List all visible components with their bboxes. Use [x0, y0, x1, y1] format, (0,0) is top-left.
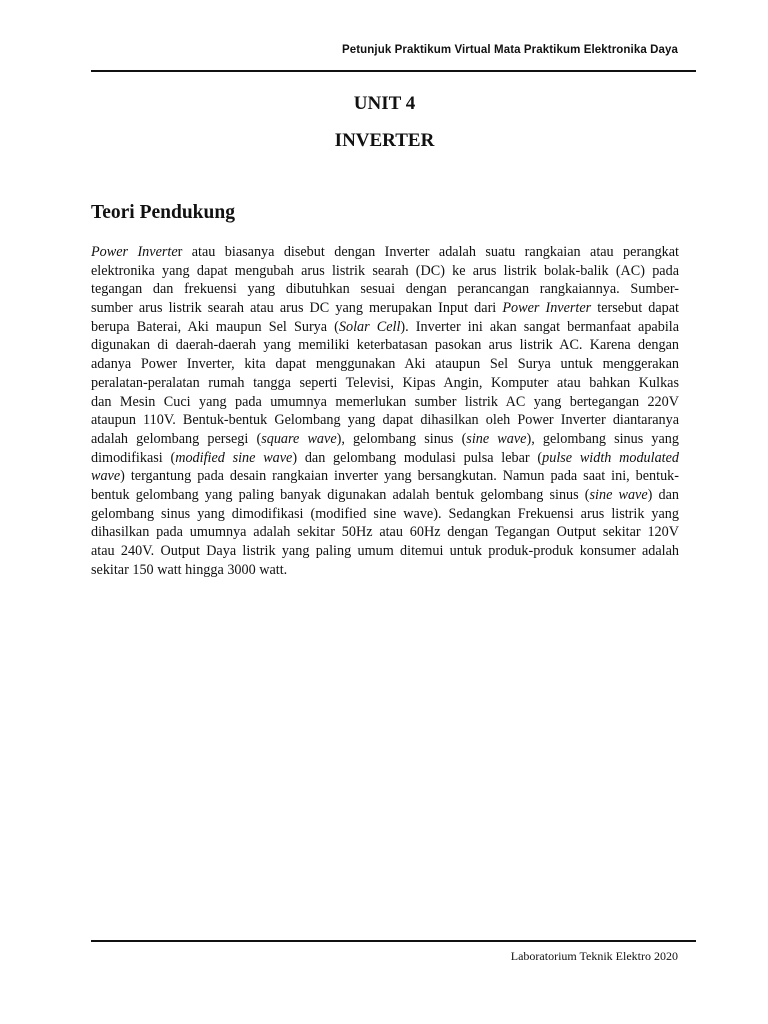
paragraph-line: [91, 486, 679, 505]
text-run: ) tergantung pada desain rangkaian inverter yang bersangkutan. Namun pada saat ini, bentuk-: [120, 468, 679, 485]
body-paragraph: [91, 243, 679, 579]
text-run: ) dan: [647, 486, 679, 503]
footer-divider: [91, 940, 696, 942]
paragraph-line: [91, 505, 679, 524]
chapter-title: INVERTER: [334, 130, 435, 151]
text-run: dimodifikasi (: [91, 449, 176, 466]
text-run: adalah gelombang persegi (: [91, 430, 262, 447]
text-run: gelombang sinus yang dimodifikasi (modified sine wave). Sedangkan Frekuensi arus listrik yang: [91, 505, 679, 522]
text-run: ), gelombang sinus yang: [526, 430, 679, 447]
paragraph-line: [91, 318, 679, 337]
text-run: peralatan-peralatan rumah tangga seperti Televisi, Kipas Angin, Komputer atau bahkan Kulkas: [91, 374, 679, 391]
text-run: berupa Baterai, Aki maupun Sel Surya (: [91, 318, 339, 335]
text-run: dihasilkan pada umumnya adalah sekitar 50Hz atau 60Hz dengan Tegangan Output sekitar 120V: [91, 524, 679, 541]
paragraph-line: [91, 467, 679, 486]
text-run: r atau biasanya disebut dengan Inverter adalah suatu rangkaian atau perangkat: [177, 244, 679, 260]
running-footer: Laboratorium Teknik Elektro 2020: [510, 949, 678, 963]
italic-term: square wave: [261, 430, 337, 447]
text-run: sumber arus listrik searah atau arus DC yang merupakan Input dari: [91, 300, 503, 317]
text-run: ). Inverter ini akan sangat bermanfaat apabila: [400, 318, 680, 335]
text-run: dan Mesin Cuci yang pada umumnya memerlukan sumber listrik AC yang bertegangan 220V: [91, 393, 679, 410]
paragraph-line: [91, 430, 679, 449]
text-run: adanya Power Inverter, kita dapat menggunakan Aki ataupun Sel Surya untuk menggerakan: [91, 356, 679, 373]
text-run: ) dan gelombang modulasi pulsa lebar (: [292, 449, 543, 466]
italic-term: modified sine wave: [175, 449, 293, 466]
text-run: ataupun 110V. Bentuk-bentuk Gelombang yang dapat dihasilkan oleh Power Inverter diantaranya: [91, 412, 679, 429]
italic-term: pulse width modulated: [542, 449, 680, 466]
paragraph-line: [91, 542, 679, 561]
text-run: elektronika yang dapat mengubah arus listrik searah (DC) ke arus listrik bolak-balik (AC) pada: [91, 262, 679, 279]
text-run: tegangan dan frekuensi yang dibutuhkan sesuai dengan perancangan rangkaiannya. Sumber-: [91, 281, 679, 298]
italic-term: Power Inverte: [91, 244, 178, 260]
italic-term: Solar Cell: [338, 318, 401, 335]
italic-term: sine wave: [466, 430, 527, 447]
paragraph-line: [91, 299, 679, 318]
paragraph-line: [91, 280, 679, 299]
text-run: ), gelombang sinus (: [336, 430, 467, 447]
text-run: sekitar 150 watt hingga 3000 watt.: [91, 561, 288, 578]
italic-term: sine wave: [589, 486, 648, 503]
text-run: tersebut dapat: [591, 300, 679, 317]
paragraph-line: [91, 411, 679, 430]
paragraph-line: [91, 243, 679, 262]
text-run: atau 240V. Output Daya listrik yang paling umum ditemui untuk produk-produk konsumer adalah: [91, 543, 679, 559]
paragraph-line: [91, 336, 679, 355]
paragraph-line: [91, 523, 679, 542]
italic-term: Power Inverter: [502, 300, 592, 317]
paragraph-line: [91, 561, 679, 580]
running-header: Petunjuk Praktikum Virtual Mata Praktikum Elektronika Daya: [341, 44, 678, 56]
paragraph-line: [91, 262, 679, 281]
header-divider: [91, 70, 696, 72]
paragraph-line: [91, 355, 679, 374]
unit-number: UNIT 4: [353, 93, 416, 114]
paragraph-line: [91, 449, 679, 468]
section-heading: Teori Pendukung: [91, 202, 235, 223]
text-run: bentuk gelombang yang paling banyak digunakan adalah bentuk gelombang sinus (: [91, 486, 590, 503]
italic-term: wave: [91, 468, 121, 485]
paragraph-line: [91, 393, 679, 412]
paragraph-line: [91, 374, 679, 393]
text-run: digunakan di daerah-daerah yang memiliki keterbatasan pasokan arus listrik AC. Karena dengan: [91, 337, 679, 354]
